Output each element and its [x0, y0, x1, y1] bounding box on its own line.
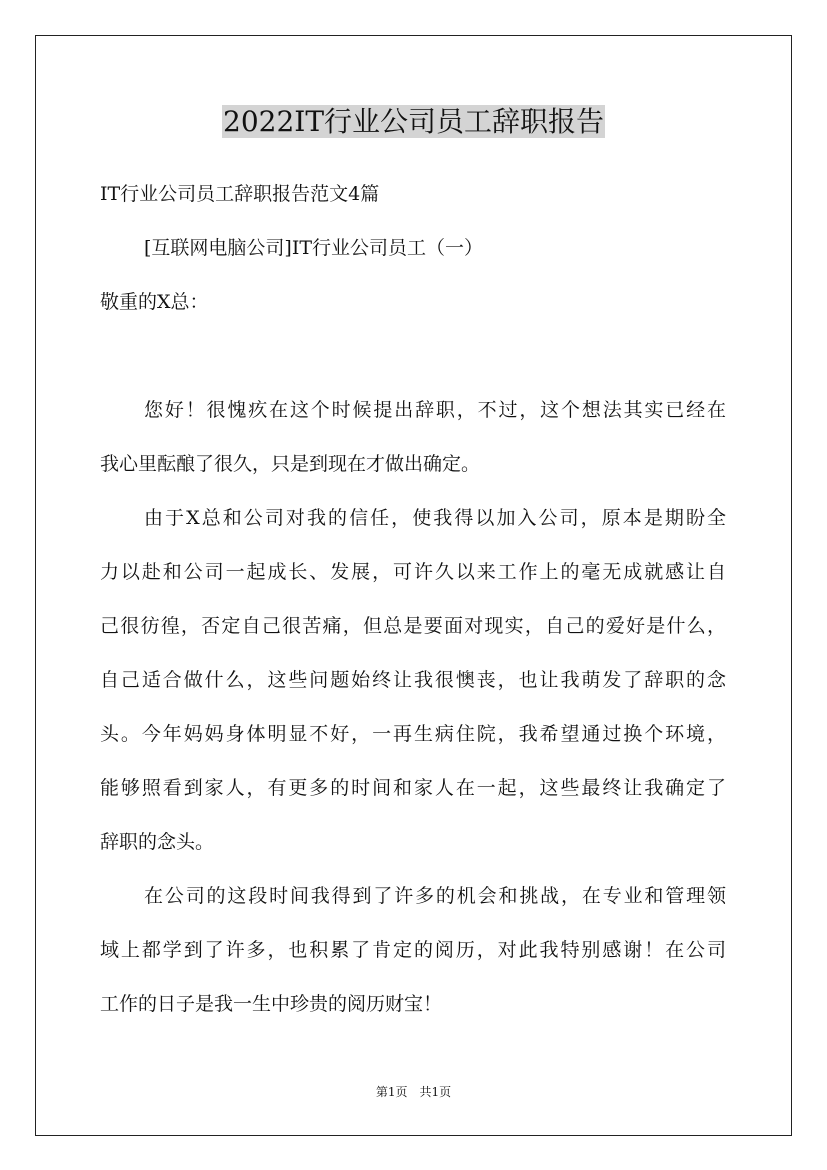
paragraph-line: 在公司的这段时间我得到了许多的机会和挑战，在专业和管理领: [144, 885, 726, 907]
salutation: 敬重的X总：: [100, 291, 209, 313]
page-footer: 第1页 共1页: [375, 1085, 452, 1099]
paragraph-line: 自己适合做什么，这些问题始终让我很懊丧，也让我萌发了辞职的念: [100, 669, 726, 691]
paragraph-line: 域上都学到了许多，也积累了肯定的阅历，对此我特别感谢！在公司: [100, 939, 726, 961]
paragraph-line: 辞职的念头。: [100, 831, 215, 853]
paragraph-line: 头。今年妈妈身体明显不好，一再生病住院，我希望通过换个环境，: [100, 723, 726, 745]
document-title-text: 2022IT行业公司员工辞职报告: [223, 105, 604, 138]
paragraph-line: 您好！很愧疚在这个时候提出辞职，不过，这个想法其实已经在: [144, 399, 726, 421]
paragraph-line: 我心里酝酿了很久，只是到现在才做出确定。: [100, 453, 481, 475]
paragraph-line: 能够照看到家人，有更多的时间和家人在一起，这些最终让我确定了: [100, 777, 726, 799]
document-title: [0, 100, 827, 144]
paragraph-line: 力以赴和公司一起成长、发展，可许久以来工作上的毫无成就感让自: [100, 561, 726, 583]
paragraph-line: 由于X总和公司对我的信任，使我得以加入公司，原本是期盼全: [144, 507, 726, 529]
section-heading: [互联网电脑公司]IT行业公司员工（一）: [144, 237, 484, 259]
paragraph-line: 工作的日子是我一生中珍贵的阅历财宝！: [100, 993, 443, 1015]
paragraph-line: 己很彷徨，否定自己很苦痛，但总是要面对现实，自己的爱好是什么，: [100, 615, 726, 637]
document-subtitle: IT行业公司员工辞职报告范文4篇: [100, 183, 380, 205]
